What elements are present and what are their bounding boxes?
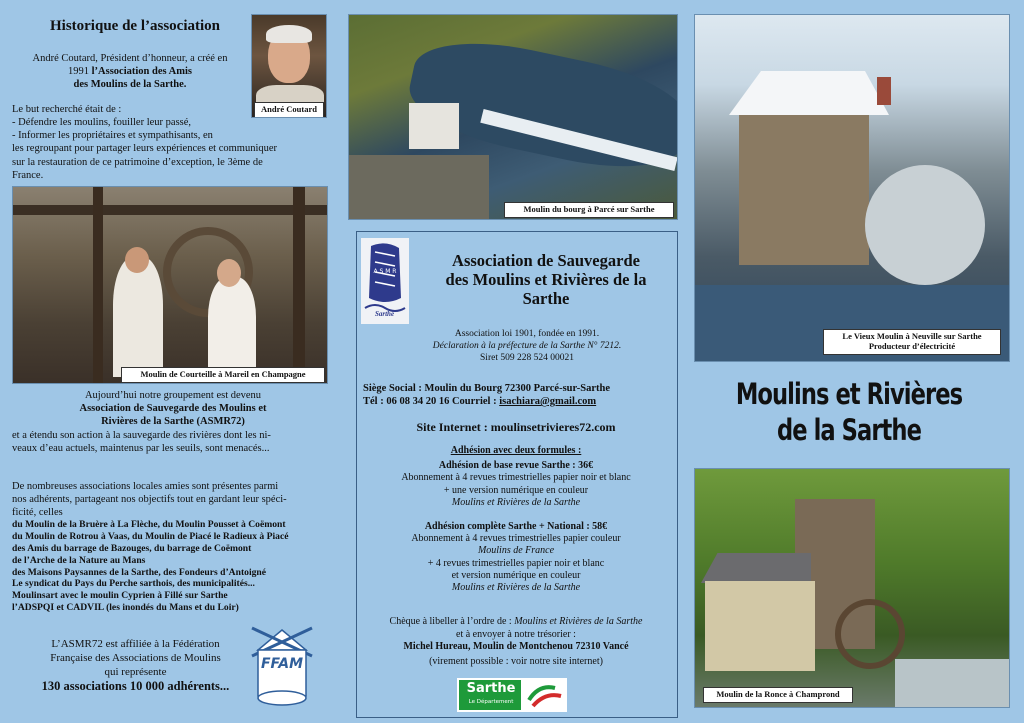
list-item: du Moulin de Rotrou à Vaas, du Moulin de Piacé le Radieux à Piacé <box>12 530 289 542</box>
list-item: Le syndicat du Pays du Perche sarthois, des municipalités... <box>12 578 255 590</box>
post <box>93 187 103 384</box>
formula-1-title: Adhésion de base revue Sarthe : 36€ <box>438 460 594 472</box>
person-left-head <box>125 247 149 273</box>
goals-text: Le but recherché était de : - Défendre les moulins, fouiller leur passé, - Informer les propriétaires et sympathisants, en les regroupant pour partager leurs expériences et communiquer sur la restauration de ce patrimoine d’exception, le 3ème de France. <box>12 104 278 181</box>
cheque-info: Chèque à libeller à l’ordre de : Moulins et Rivières de la Sarthe et à envoyer à notre trésorier : Michel Hureau, Moulin de Montchenou 72310 Vancé (virement possible : voir notre site internet) <box>389 616 643 667</box>
list-item: du Moulin de la Bruère à La Flèche, du Moulin Pousset à Coëmont <box>12 519 286 530</box>
brochure-title <box>674 376 1024 449</box>
sarthe-logo-sub: Le Département <box>468 699 514 705</box>
info-panel <box>356 231 678 718</box>
brochure-title-line-2: de la Sarthe <box>776 413 922 448</box>
today-text: Aujourd’hui notre groupement est devenu Association de Sauvegarde des Moulins et Rivières de la Sarthe (ASMR72) <box>79 390 267 428</box>
parce-caption: Moulin du bourg à Parcé sur Sarthe <box>504 202 674 218</box>
ronce-mill-photo <box>694 468 1010 708</box>
person-right <box>208 277 256 377</box>
snowy-tree <box>865 165 985 285</box>
asmr-logo-label: Sarthe <box>375 310 395 318</box>
mill-wall <box>739 105 869 265</box>
history-intro: André Coutard, Président d’honneur, a créé en 1991 l’Association des Amis des Moulins de la Sarthe. <box>32 53 228 91</box>
portrait-hair <box>266 25 312 43</box>
legal-info: Association loi 1901, fondée en 1991. Déclaration à la préfecture de la Sarthe N° 7212. Siret 509 228 524 00021 <box>432 329 622 363</box>
courteille-mill-photo <box>12 186 328 384</box>
list-item: des Amis du barrage de Bazouges, du barrage de Coëmont <box>12 542 252 554</box>
portrait-caption: André Coutard <box>254 102 324 118</box>
mill-front <box>705 581 815 671</box>
today-text-2: et a étendu son action à la sauvegarde des rivières dont les ni- veaux d’eau actuels, maintenus par les seuils, sont menacés... <box>12 430 271 455</box>
person-right-head <box>217 259 241 287</box>
houses <box>349 155 489 220</box>
website[interactable]: Site Internet : moulinsetrivieres72.com <box>416 420 616 434</box>
left-column <box>0 0 340 723</box>
sarthe-logo-mark <box>525 680 565 710</box>
sarthe-logo-text: Sarthe <box>466 681 516 696</box>
ronce-caption: Moulin de la Ronce à Champrond <box>703 687 853 703</box>
formula-2-title: Adhésion complète Sarthe + National : 58€ <box>424 520 608 532</box>
list-item: des Maisons Paysannes de la Sarthe, des Fondeurs d’Antoigné <box>12 566 266 578</box>
chimney <box>877 77 891 105</box>
association-title: Association de Sauvegarde des Moulins et Rivières de la Sarthe <box>445 251 647 308</box>
mill-building <box>409 103 459 149</box>
neuville-mill-photo <box>694 14 1010 362</box>
adhesion-title: Adhésion avec deux formules : <box>450 445 582 456</box>
courteille-caption: Moulin de Courteille à Mareil en Champagne <box>121 367 325 383</box>
brochure-title-line-1: Moulins et Rivières <box>735 377 963 411</box>
ffam-text: L’ASMR72 est affiliée à la Fédération Française des Associations de Moulins qui représente 130 associations 10 000 adhérents... <box>41 638 230 694</box>
email-link[interactable]: isachiara@gmail.com <box>499 396 597 408</box>
adhesion-section: Adhésion avec deux formules : Adhésion de base revue Sarthe : 36€ Abonnement à 4 revues trimestrielles papier noir et blanc + une version numérique en couleur Moulins et Rivières de la Sarthe Adhésion complète Sarthe + National : 58€ Abonnement à 4 revues trimestrielles papier couleur Moulins de France + 4 revues trimestrielles papier noir et blanc et version numérique en couleur Moulins et Rivières de la Sarthe <box>363 445 669 594</box>
sarthe-department-logo <box>457 678 567 712</box>
parce-mill-photo <box>348 14 678 220</box>
mill-roof <box>701 553 811 583</box>
ffam-logo <box>244 626 320 708</box>
ffam-logo-label: FFAM <box>260 656 304 672</box>
contact-info <box>363 382 675 408</box>
list-item: Moulinsart avec le moulin Cyprien à Fillé sur Sarthe <box>12 590 228 602</box>
post <box>293 187 305 384</box>
partners-list <box>12 519 342 614</box>
partners-text: De nombreuses associations locales amies sont présentes parmi nos adhérents, partageant nos objectifs tout en gardant leur spéci- ficité, celles <box>12 481 287 519</box>
neuville-caption: Le Vieux Moulin à Neuville sur Sarthe Producteur d’électricité <box>823 329 1001 355</box>
asmr-logo-letters: A S M R <box>373 268 397 275</box>
list-item: l’ADSPQI et CADVIL (les inondés du Mans et du Loir) <box>12 602 239 614</box>
snowy-roof <box>729 71 889 115</box>
asmr-logo <box>361 238 409 324</box>
stream <box>895 659 1010 708</box>
history-heading: Historique de l’association <box>49 18 220 34</box>
phone: Tél : 06 08 34 20 16 Courriel : <box>363 396 500 408</box>
list-item: de l’Arche de la Nature au Mans <box>12 554 146 566</box>
person-left <box>113 257 163 377</box>
beam <box>13 205 328 215</box>
seat-address: Siège Social : Moulin du Bourg 72300 Parcé-sur-Sarthe <box>363 383 611 394</box>
